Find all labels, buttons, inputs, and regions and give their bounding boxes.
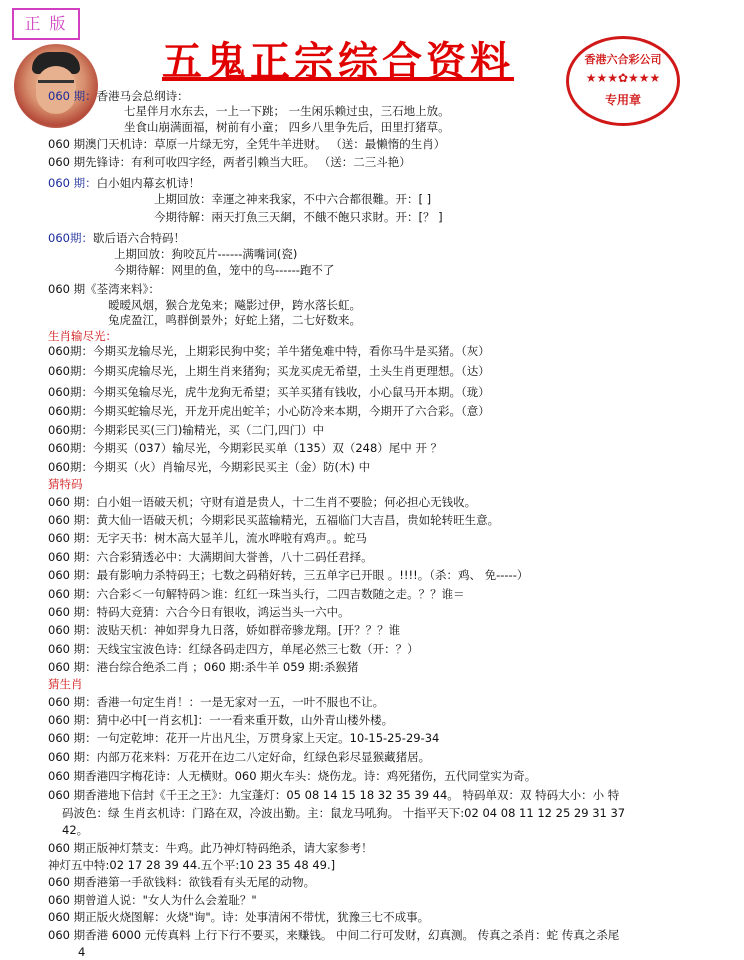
line-text: 码波色：绿 生肖玄机诗：门路在双，冷波出勤。主：鼠龙马吼狗。 十指平天下:02 04 08 11 12 25 29 31 37 [62,805,626,820]
text-line [48,343,490,359]
line-text: 060 期澳门天机诗：草原一片绿无穷，全凭牛羊进财。 （送：最懒惰的生肖） [48,137,446,152]
seal-top-text: 香港六合彩公司 [584,53,662,66]
text-line [62,805,625,821]
text-line [48,281,160,297]
line-text: 060 期香港地下信封《千王之王》：九宝蓬灯：05 08 14 15 18 32 35 39 44。 特码单双：双 特码大小：小 特 [48,788,620,803]
text-line [48,363,490,379]
text-line [48,530,367,546]
text-line [48,175,200,191]
text-line [48,549,373,565]
text-line [48,494,476,510]
text-line [48,328,117,344]
text-line [108,312,361,328]
line-text: 白小姐内幕玄机诗！ [96,175,201,190]
text-line [48,586,465,602]
seal-stars: ★★★✿★★★ [585,71,661,85]
line-text: 060 期：猜中必中[一肖玄机]：一一看来重开数，山外青山楼外楼。 [48,713,394,728]
text-line [114,246,297,262]
line-text: 060 期曾道人说："女人为什么会羞耻？" [48,892,257,907]
line-text: 42。 [62,823,89,838]
text-line [62,822,88,838]
line-text: 060 期《荃湾来料》： [48,282,160,297]
line-text: 060 期：六合彩猜透必中：大满期间大誉善，八十二码任君择。 [48,549,373,564]
line-text: 060 期香港 6000 元传真料 上行下行不要买，来赚钱。 中间二行可发财，幻真测。 传真之杀肖：蛇 传真之杀尾 [48,927,620,942]
text-line [48,440,442,456]
text-line [48,892,257,908]
text-line [48,676,83,692]
line-text: 猜生肖 [48,677,83,692]
edition-badge: 正 版 [12,8,80,40]
line-text: 猜特码 [48,477,83,492]
line-text: 060期：今期买龙输尽光，上期彩民狗中奖；羊牛猪兔难中特，看你马牛是买猪。（灰） [48,344,490,359]
issue-prefix: 060期： [48,231,93,246]
line-text: 歇后语六合特码！ [92,231,185,246]
portrait-image [14,44,98,128]
text-line [48,874,315,890]
text-line [154,191,431,207]
text-line [48,787,619,803]
page-title: 五鬼正宗综合资料 [162,39,514,85]
line-text: 七星伴月水东去，一上一下跳； 一生闲乐赖过虫，三石地上放。 [124,104,450,119]
text-line [48,88,189,104]
line-text: 060 期香港四字梅花诗：人无横财。060 期火车头：烧伤龙。诗：鸡死猪伤，五代同堂实为奇。 [48,769,537,784]
text-line [114,262,334,278]
issue-prefix: 060 期： [48,89,97,103]
text-line [48,909,429,925]
line-text: 神灯五中特:02 17 28 39 44.五个平:10 23 35 48 49.] [48,858,336,873]
text-line [108,297,361,313]
line-text: 060 期：港台综合绝杀二肖 ；060 期:杀牛羊 059 期:杀猴猪 [48,659,359,674]
text-line [48,730,439,746]
text-line [48,403,490,419]
line-text: 060 期：最有影响力杀特码王；七数之码稍好转，三五单字已开眼 。!!!!。（杀：鸡、 免-----） [48,568,529,583]
line-text: 060 期：黄大仙一语破天机；今期彩民买蓝输精光，五福临门大吉昌，贵如轮转旺生意。 [48,513,500,528]
line-text: 060 期正版神灯禁支：牛鸡。此乃神灯特码绝杀，请大家参考！ [48,840,373,855]
line-text: 4 [78,945,86,959]
text-line [48,154,411,170]
line-text: 上期回放：狗咬瓦片------满嘴词(瓷) [114,247,298,262]
text-line [48,604,350,620]
line-text: 060期：今期买兔输尽光，虎牛龙狗无希望；买羊买猪有钱收，小心鼠马开本期。（珑） [48,384,490,399]
line-text: 香港马会总纲诗： [96,89,189,103]
text-line [48,749,430,765]
text-line [48,136,445,152]
text-line [48,622,400,638]
line-text: 060 期：特码大竞猜：六合今日有银收，鸿运当头一六中。 [48,604,350,619]
company-seal [566,36,680,126]
line-text: 060 期：六合彩＜一句解特码＞谁：红红一珠当头行，二四吉数随之走。？？谁＝ [48,586,465,601]
seal-bottom-text: 专用章 [604,93,641,107]
line-text: 060 期：内部万花来料：万花开在边二八定好命，红绿色彩尽显猴藏猪居。 [48,749,431,764]
text-line [48,659,358,675]
text-line [48,927,619,943]
text-line [154,209,443,225]
issue-prefix: 060 期： [48,175,97,190]
line-text: 060期：今期买蛇输尽光，开龙开虎出蛇羊；小心防冷来本期，今期开了六合彩。（意） [48,403,490,418]
text-line [48,567,528,583]
line-text: 今期待解：兩天打魚三天網，不餓不飽只求財。开：[？ ] [154,209,443,224]
text-line [124,103,450,119]
text-line [48,768,536,784]
text-line [124,119,450,135]
line-text: 060 期：一句定乾坤：花开一片出凡尘，万贯身家上天定。10-15-25-29-34 [48,731,440,746]
text-line [48,384,490,400]
line-text: 060 期：波贴天机：神如羿身九日落，娇如群帝骖龙翔。[开？？？谁 [48,623,401,638]
text-line [48,641,419,657]
line-text: 060 期正版火烧图解：火烧"询"。诗：处事清闲不带忧，犹豫三七不成事。 [48,910,430,925]
line-text: 060 期：香港一句定生肖！：一是无家对一五，一叶不服也不让。 [48,694,385,709]
line-text: 060期：今期彩民买(三门)输精光，买（二门,四门）中 [48,423,325,438]
line-text: 060 期先锋诗：有利可收四字经，两者引赖当大旺。 （送：二三斗艳） [48,154,411,169]
text-line [48,840,373,856]
line-text: 暧暧风烟，猴合龙兔来；飚影过伊，跨水落长虹。 [108,297,361,312]
text-line [48,512,499,528]
line-text: 坐食山崩满面福，树前有小童； 四乡八里争先后，田里打猪草。 [124,119,450,134]
text-line [48,712,393,728]
line-text: 上期回放：幸運之神来我家，不中六合都很難。开：[ ] [154,192,432,207]
line-text: 060期：今期买（火）肖输尽光，今期彩民买主（金）防(木) 中 [48,459,371,474]
text-line [48,459,370,475]
line-text: 兔虎盈江，鸣群倒景外；好蛇上猪，二七好数来。 [108,313,361,328]
line-text: 060 期：无字天书：树木高大显羊儿，流水哗啦有鸡声。。蛇马 [48,531,367,546]
text-line [48,476,83,492]
line-text: 生肖输尽光： [48,328,117,343]
text-line [48,422,324,438]
line-text: 060 期香港第一手欲钱料：欲钱看有头无尾的动物。 [48,875,316,890]
text-line [48,694,384,710]
text-line [48,230,185,246]
line-text: 今期待解：网里的鱼，笼中的鸟------跑不了 [114,262,335,277]
line-text: 060期：今期买虎输尽光，上期生肖来猪狗；买龙买虎无希望，土头生肖更理想。（达） [48,364,490,379]
line-text: 060 期：白小姐一语破天机；守财有道是贵人，十二生肖不要脸；何必担心无钱收。 [48,494,477,509]
line-text: 060 期：天线宝宝波色诗：红绿各码走四方，单尾必然三七数（开：？） [48,641,419,656]
text-line [48,857,335,873]
line-text: 060期：今期买（037）输尽光，今期彩民买单（135）双（248）尾中 开 ？ [48,440,443,455]
